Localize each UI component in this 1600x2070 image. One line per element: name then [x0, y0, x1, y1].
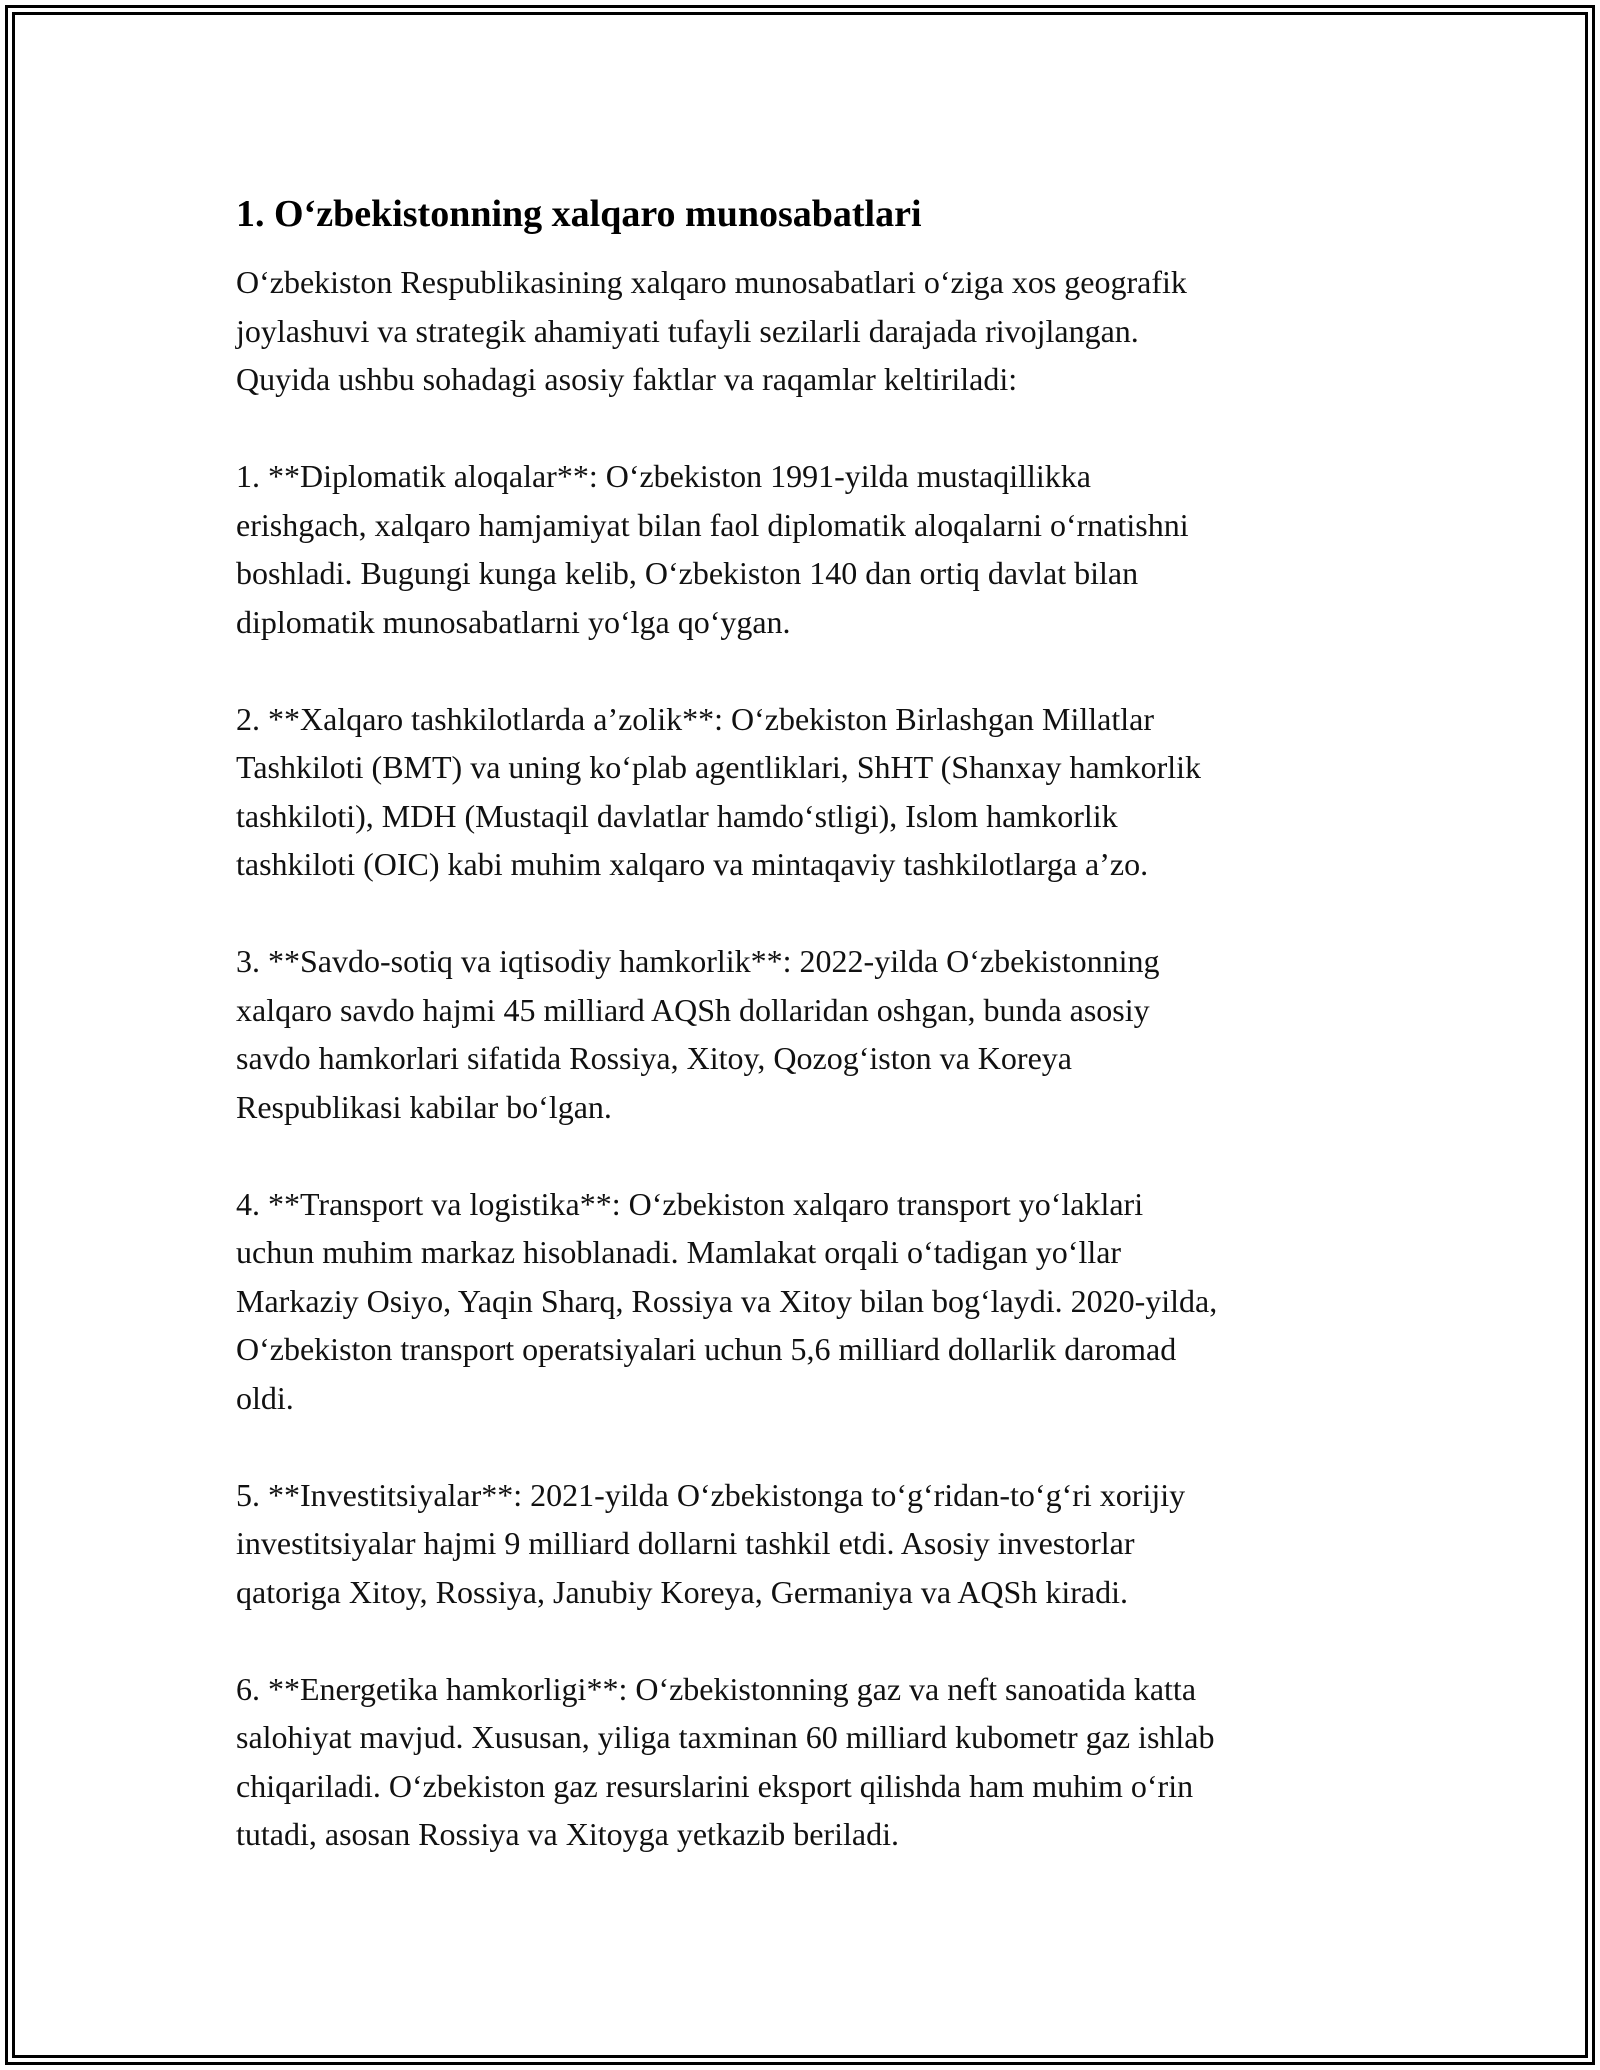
point-diplomatic-relations: 1. **Diplomatik aloqalar**: O‘zbekiston 1991-yilda mustaqillikka erishgach, xalqaro hamjamiyat bilan faol diplomatik aloqalarni o‘rnatishni boshladi. Bugungi kunga kelib, O‘zbekiston 140 dan ortiq davlat bilan diplomatik munosabatlarni yo‘lga qo‘ygan. [236, 458, 1189, 640]
point-trade-cooperation: 3. **Savdo-sotiq va iqtisodiy hamkorlik**: 2022-yilda O‘zbekistonning xalqaro savdo hajmi 45 milliard AQSh dollaridan oshgan, bunda asosiy savdo hamkorlari sifatida Rossiya, Xitoy, Qozog‘iston va Koreya Respublikasi kabilar bo‘lgan. [236, 943, 1160, 1125]
intro-paragraph: O‘zbekiston Respublikasining xalqaro munosabatlari o‘ziga xos geografik joylashuvi va strategik ahamiyati tufayli sezilarli darajada rivojlangan. Quyida ushbu sohadagi asosiy faktlar va raqamlar keltiriladi: [236, 264, 1187, 397]
point-transport-logistics: 4. **Transport va logistika**: O‘zbekiston xalqaro transport yo‘laklari uchun muhim markaz hisoblanadi. Mamlakat orqali o‘tadigan yo‘llar Markaziy Osiyo, Yaqin Sharq, Rossiya va Xitoy bilan bog‘laydi. 2020-yilda, O‘zbekiston transport operatsiyalari uchun 5,6 milliard dollarlik daromad oldi. [236, 1185, 1218, 1416]
point-international-organizations: 2. **Xalqaro tashkilotlarda a’zolik**: O‘zbekiston Birlashgan Millatlar Tashkiloti (BMT) va uning ko‘plab agentliklari, ShHT (Shanxay hamkorlik tashkiloti), MDH (Mustaqil davlatlar hamdo‘stligi), Islom hamkorlik tashkiloti (OIC) kabi muhim xalqaro va mintaqaviy tashkilotlarga a’zo. [236, 700, 1202, 882]
document-body [236, 186, 1386, 1859]
point-energy-cooperation: 6. **Energetika hamkorligi**: O‘zbekistonning gaz va neft sanoatida katta salohiyat mavjud. Xususan, yiliga taxminan 60 milliard kubometr gaz ishlab chiqariladi. O‘zbekiston gaz resurslarini eksport qilishda ham muhim o‘rin tutadi, asosan Rossiya va Xitoyga yetkazib beriladi. [236, 1670, 1215, 1852]
point-investments: 5. **Investitsiyalar**: 2021-yilda O‘zbekistonga to‘g‘ridan-to‘g‘ri xorijiy investitsiyalar hajmi 9 milliard dollarni tashkil etdi. Asosiy investorlar qatoriga Xitoy, Rossiya, Janubiy Koreya, Germaniya va AQSh kiradi. [236, 1476, 1186, 1610]
document-title: 1. O‘zbekistonning xalqaro munosabatlari [236, 193, 922, 235]
